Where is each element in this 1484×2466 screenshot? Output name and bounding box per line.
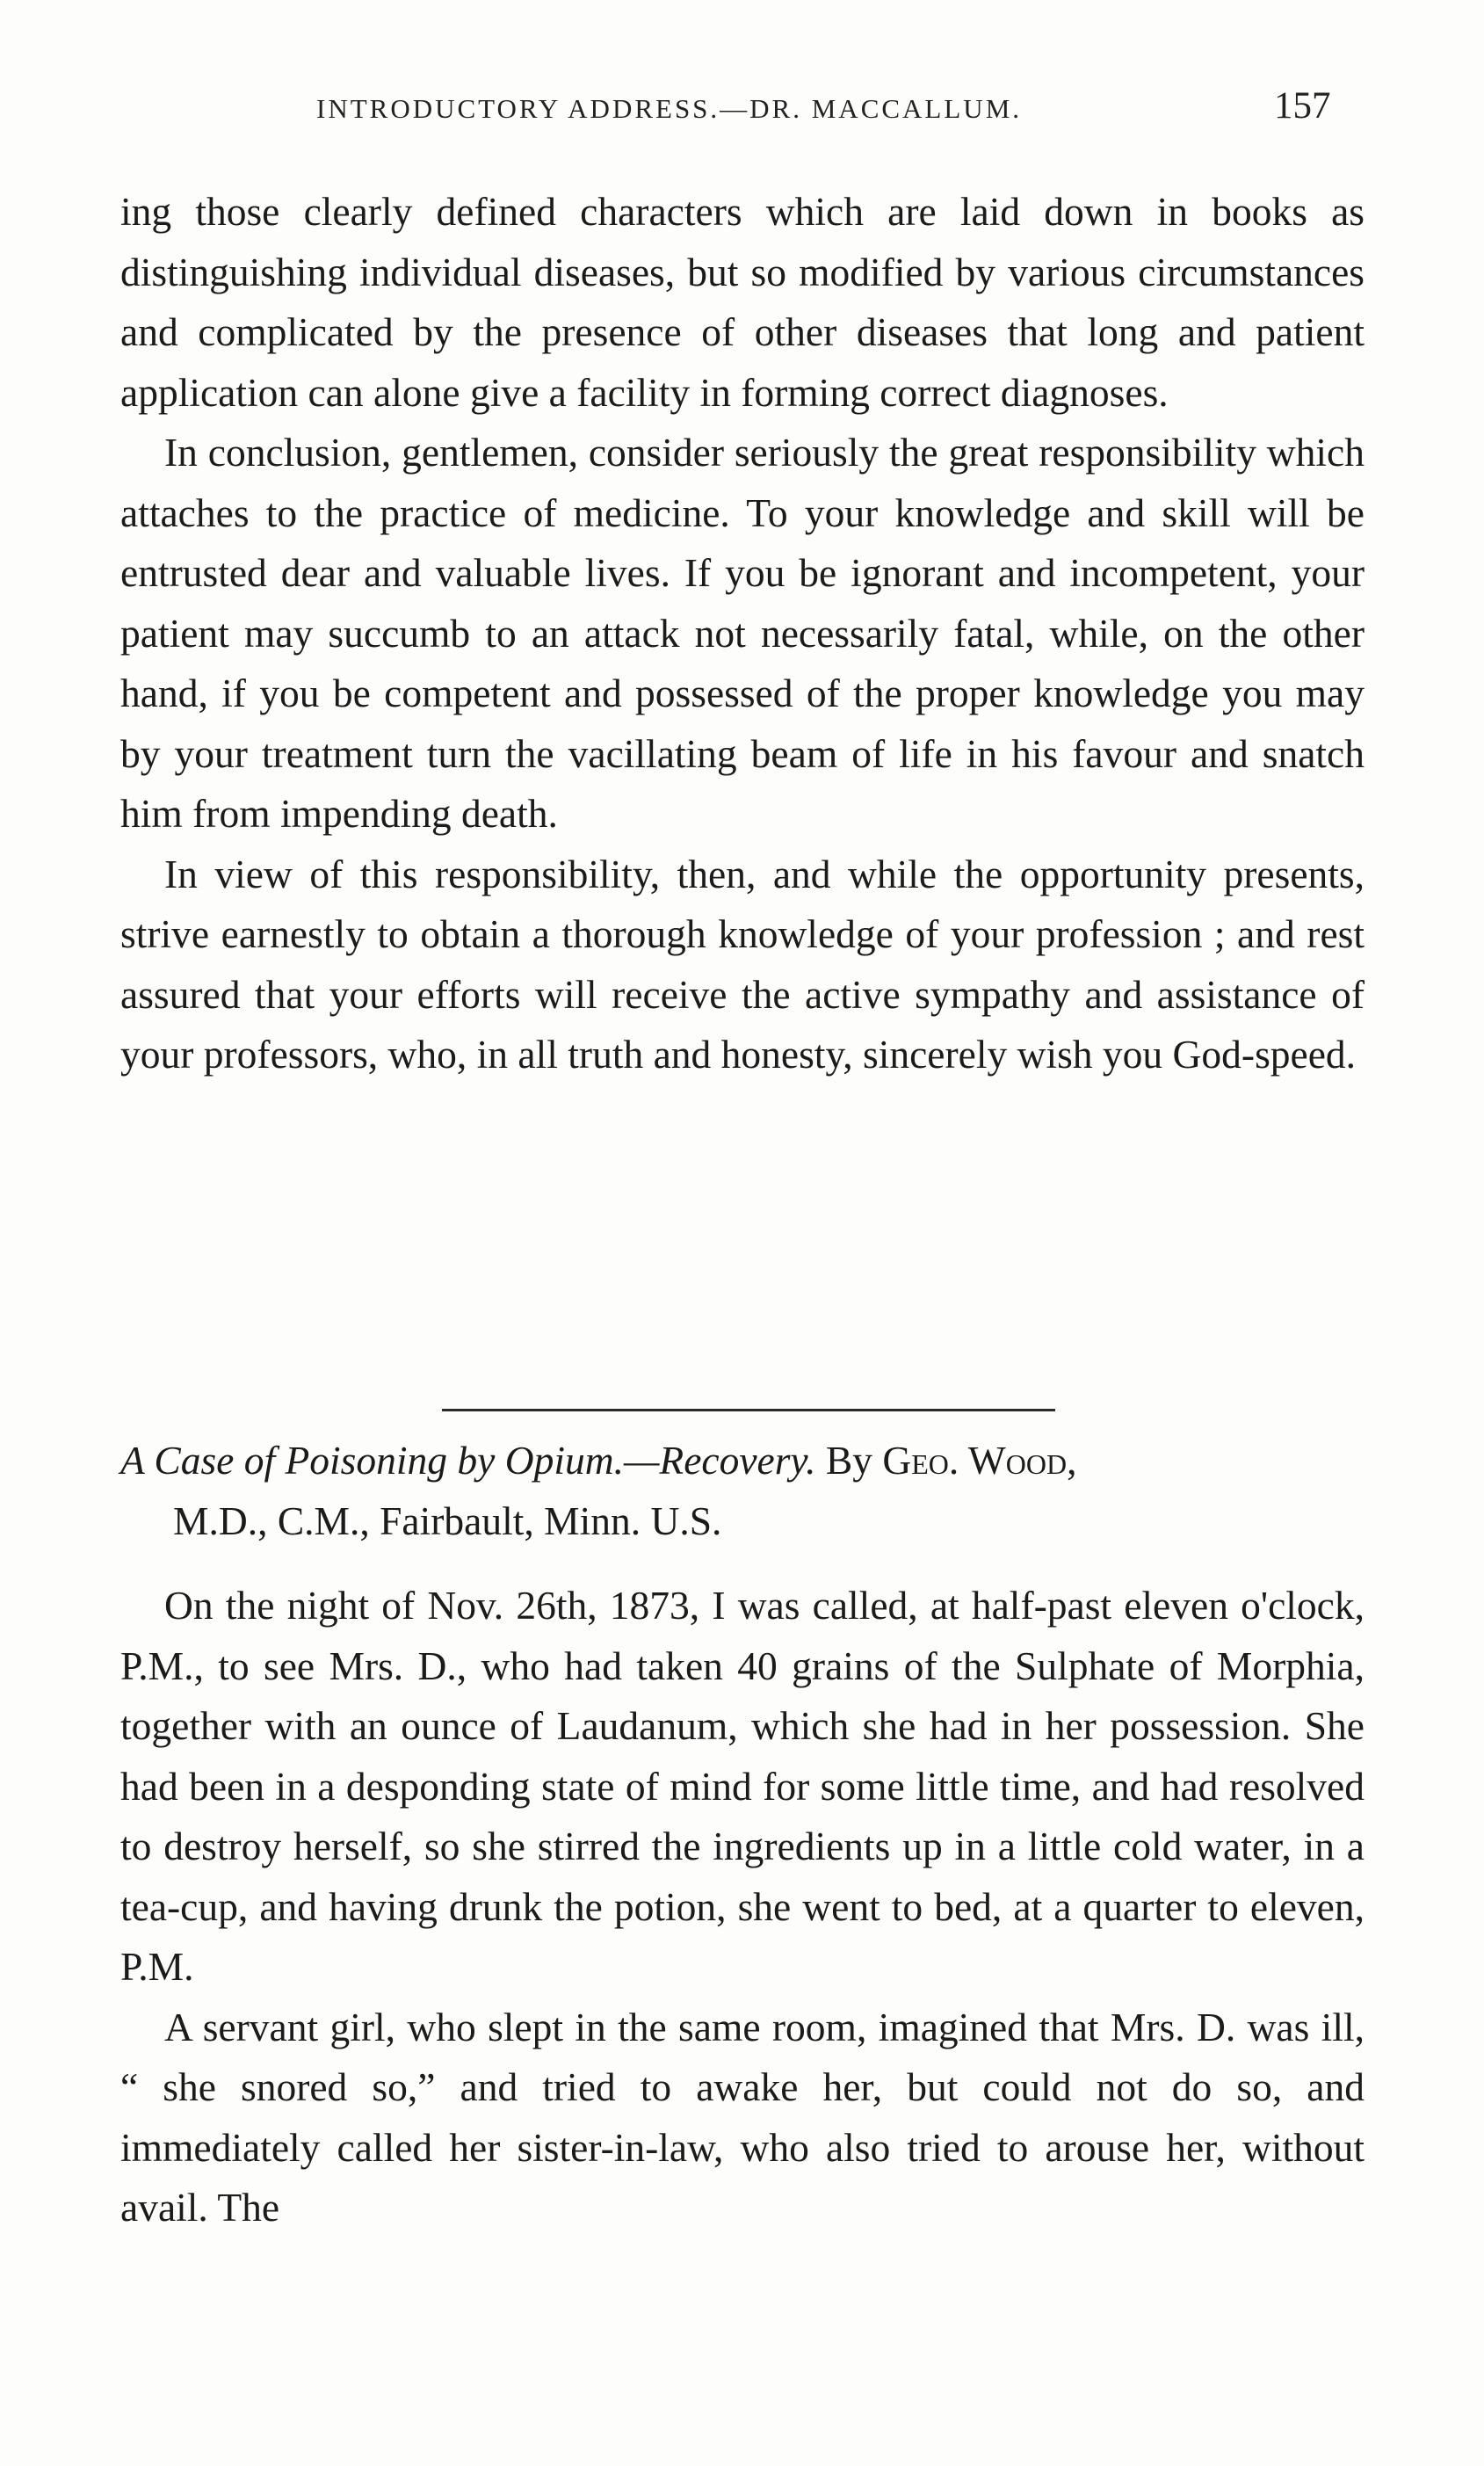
running-header: INTRODUCTORY ADDRESS.—DR. MACCALLUM. bbox=[316, 93, 1023, 124]
article-heading bbox=[120, 1431, 1365, 1551]
paragraph: In view of this responsibility, then, and while the opportunity presents, strive earnestly to obtain a thorough knowledge of your profession ; and rest assured that your efforts will receive the active sympathy and assistance of your professors, who, in all truth and honesty, sincerely wish you God-speed. bbox=[120, 851, 1365, 1077]
section-divider-rule bbox=[442, 1409, 1055, 1411]
case-report-text bbox=[120, 1576, 1365, 2238]
address-conclusion-text bbox=[120, 182, 1365, 1085]
article-by: By bbox=[825, 1438, 872, 1483]
page-number: 157 bbox=[1274, 85, 1331, 127]
paragraph: ing those clearly defined characters which are laid down in books as distinguishing individual diseases, but so modified by various circumstances and complicated by the presence of other diseases that long and patient application can alone give a facility in forming correct diagnoses. bbox=[120, 189, 1365, 415]
paragraph: In conclusion, gentlemen, consider seriously the great responsibility which attaches to the practice of medicine. To your knowledge and skill will be entrusted dear and valuable lives. If you be ignorant and incompetent, your patient may succumb to an attack not necessarily fatal, while, on the other hand, if you be competent and possessed of the proper knowledge you may by your treatment turn the vacillating beam of life in his favour and snatch him from impending death. bbox=[120, 430, 1365, 836]
paragraph: On the night of Nov. 26th, 1873, I was called, at half-past eleven o'clock, P.M., to see Mrs. D., who had taken 40 grains of the Sulphate of Morphia, together with an ounce of Laudanum, which she had in her possession. She had been in a desponding state of mind for some little time, and had resolved to destroy herself, so she stirred the ingredients up in a little cold water, in a tea-cup, and having drunk the potion, she went to bed, at a quarter to eleven, P.M. bbox=[120, 1583, 1365, 1989]
article-author: Geo. Wood, bbox=[882, 1438, 1077, 1483]
article-title: A Case of Poisoning by Opium.—Recovery. bbox=[120, 1438, 816, 1483]
paragraph: A servant girl, who slept in the same room, imagined that Mrs. D. was ill, “ she snored so,” and tried to awake her, but could not do so, and immediately called her sister-in-law, who also tried to arouse her, without avail. The bbox=[120, 2004, 1365, 2230]
article-credentials: M.D., C.M., Fairbault, Minn. U.S. bbox=[173, 1498, 722, 1543]
